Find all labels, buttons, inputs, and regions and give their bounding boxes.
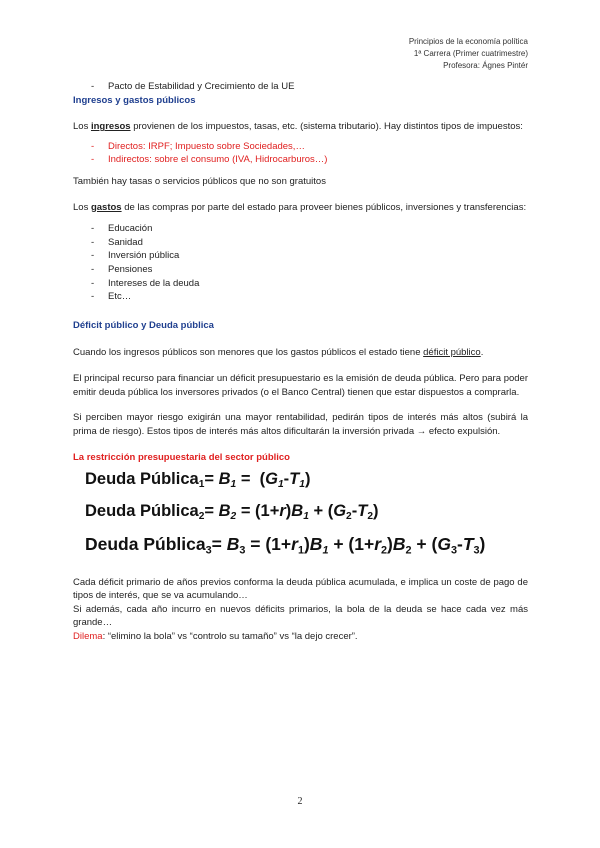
page-header xyxy=(409,36,528,72)
page-number: 2 xyxy=(297,796,303,807)
paragraph-deuda-acumulada: Cada déficit primario de años previos conforma la deuda pública acumulada, e implica un coste de pago de tipos de interés, que se va acumulando… xyxy=(73,576,528,602)
list-item: - Pensiones xyxy=(73,263,528,277)
paragraph-ingresos: Los ingresos provienen de los impuestos, tasas, etc. (sistema tributario). Hay distintos tipos de impuestos: xyxy=(73,121,523,133)
header-term: 1ª Carrera (Primer cuatrimestre) xyxy=(413,49,528,58)
paragraph-gastos: Los gastos de las compras por parte del estado para proveer bienes públicos, inversiones y transferencias: xyxy=(73,201,527,213)
paragraph-tasas: También hay tasas o servicios públicos que no son gratuitos xyxy=(73,175,326,187)
paragraph-financiacion: El principal recurso para financiar un déficit presupuestario es la emisión de deuda pública. Pero para poder emitir deuda pública los inversores privados (o el Banco Central) tienen que estar dispuestos a comprarla. xyxy=(73,372,528,398)
expenses-list xyxy=(73,222,528,304)
header-professor: Profesora: Ágnes Pintér xyxy=(443,61,528,70)
list-item: - Etc… xyxy=(73,290,528,304)
paragraph-bola-deuda: Si además, cada año incurro en nuevos déficits primarios, la bola de la deuda se hace cada vez más grande… xyxy=(73,603,528,629)
page-content xyxy=(73,80,528,644)
section-title-ingresos-gastos: Ingresos y gastos públicos xyxy=(73,94,196,106)
list-item: - Indirectos: sobre el consumo (IVA, Hidrocarburos…) xyxy=(73,153,528,167)
top-list xyxy=(73,80,528,94)
list-item: - Inversión pública xyxy=(73,249,528,263)
paragraph-riesgo: Si perciben mayor riesgo exigirán una mayor rentabilidad, pedirán tipos de interés más altos (subirá la prima de riesgo). Estos tipos de interés más altos dificultarán la inversión privada → efecto expulsión. xyxy=(73,412,528,437)
list-item: - Intereses de la deuda xyxy=(73,277,528,291)
tax-types-list xyxy=(73,140,528,167)
formula-deuda-2: Deuda Pública$_2$= $B_2 = (1+r)B_1 + (G_2-T_2)$ xyxy=(85,502,379,523)
keyword-deficit: déficit público xyxy=(423,347,481,359)
paragraph-deficit: Cuando los ingresos públicos son menores que los gastos públicos el estado tiene déficit público. xyxy=(73,347,484,359)
list-item: - Sanidad xyxy=(73,236,528,250)
section-title-deficit-deuda: Déficit público y Deuda pública xyxy=(73,319,214,331)
paragraph-dilema: Dilema: “elimino la bola” vs “controlo su tamaño” vs “la dejo crecer”. xyxy=(73,631,358,643)
list-item: - Educación xyxy=(73,222,528,236)
list-item: - Directos: IRPF; Impuesto sobre Sociedades,… xyxy=(73,140,528,154)
keyword-dilema: Dilema xyxy=(73,631,103,643)
keyword-gastos: gastos xyxy=(90,201,122,213)
keyword-ingresos: ingresos xyxy=(90,121,131,133)
list-item: - Pacto de Estabilidad y Crecimiento de la UE xyxy=(73,80,528,94)
header-course: Principios de la economía política xyxy=(408,37,528,46)
formula-deuda-1: Deuda Pública$_1$= $B_1 = (G_1-T_1)$ xyxy=(85,469,311,490)
formula-deuda-3: Deuda Pública$_3$= $B_3 = (1+r_1)B_1 + (1+r_2)B_2 + (G_3-T_3)$ xyxy=(85,534,486,557)
section-title-restriccion: La restricción presupuestaria del sector público xyxy=(73,452,290,464)
